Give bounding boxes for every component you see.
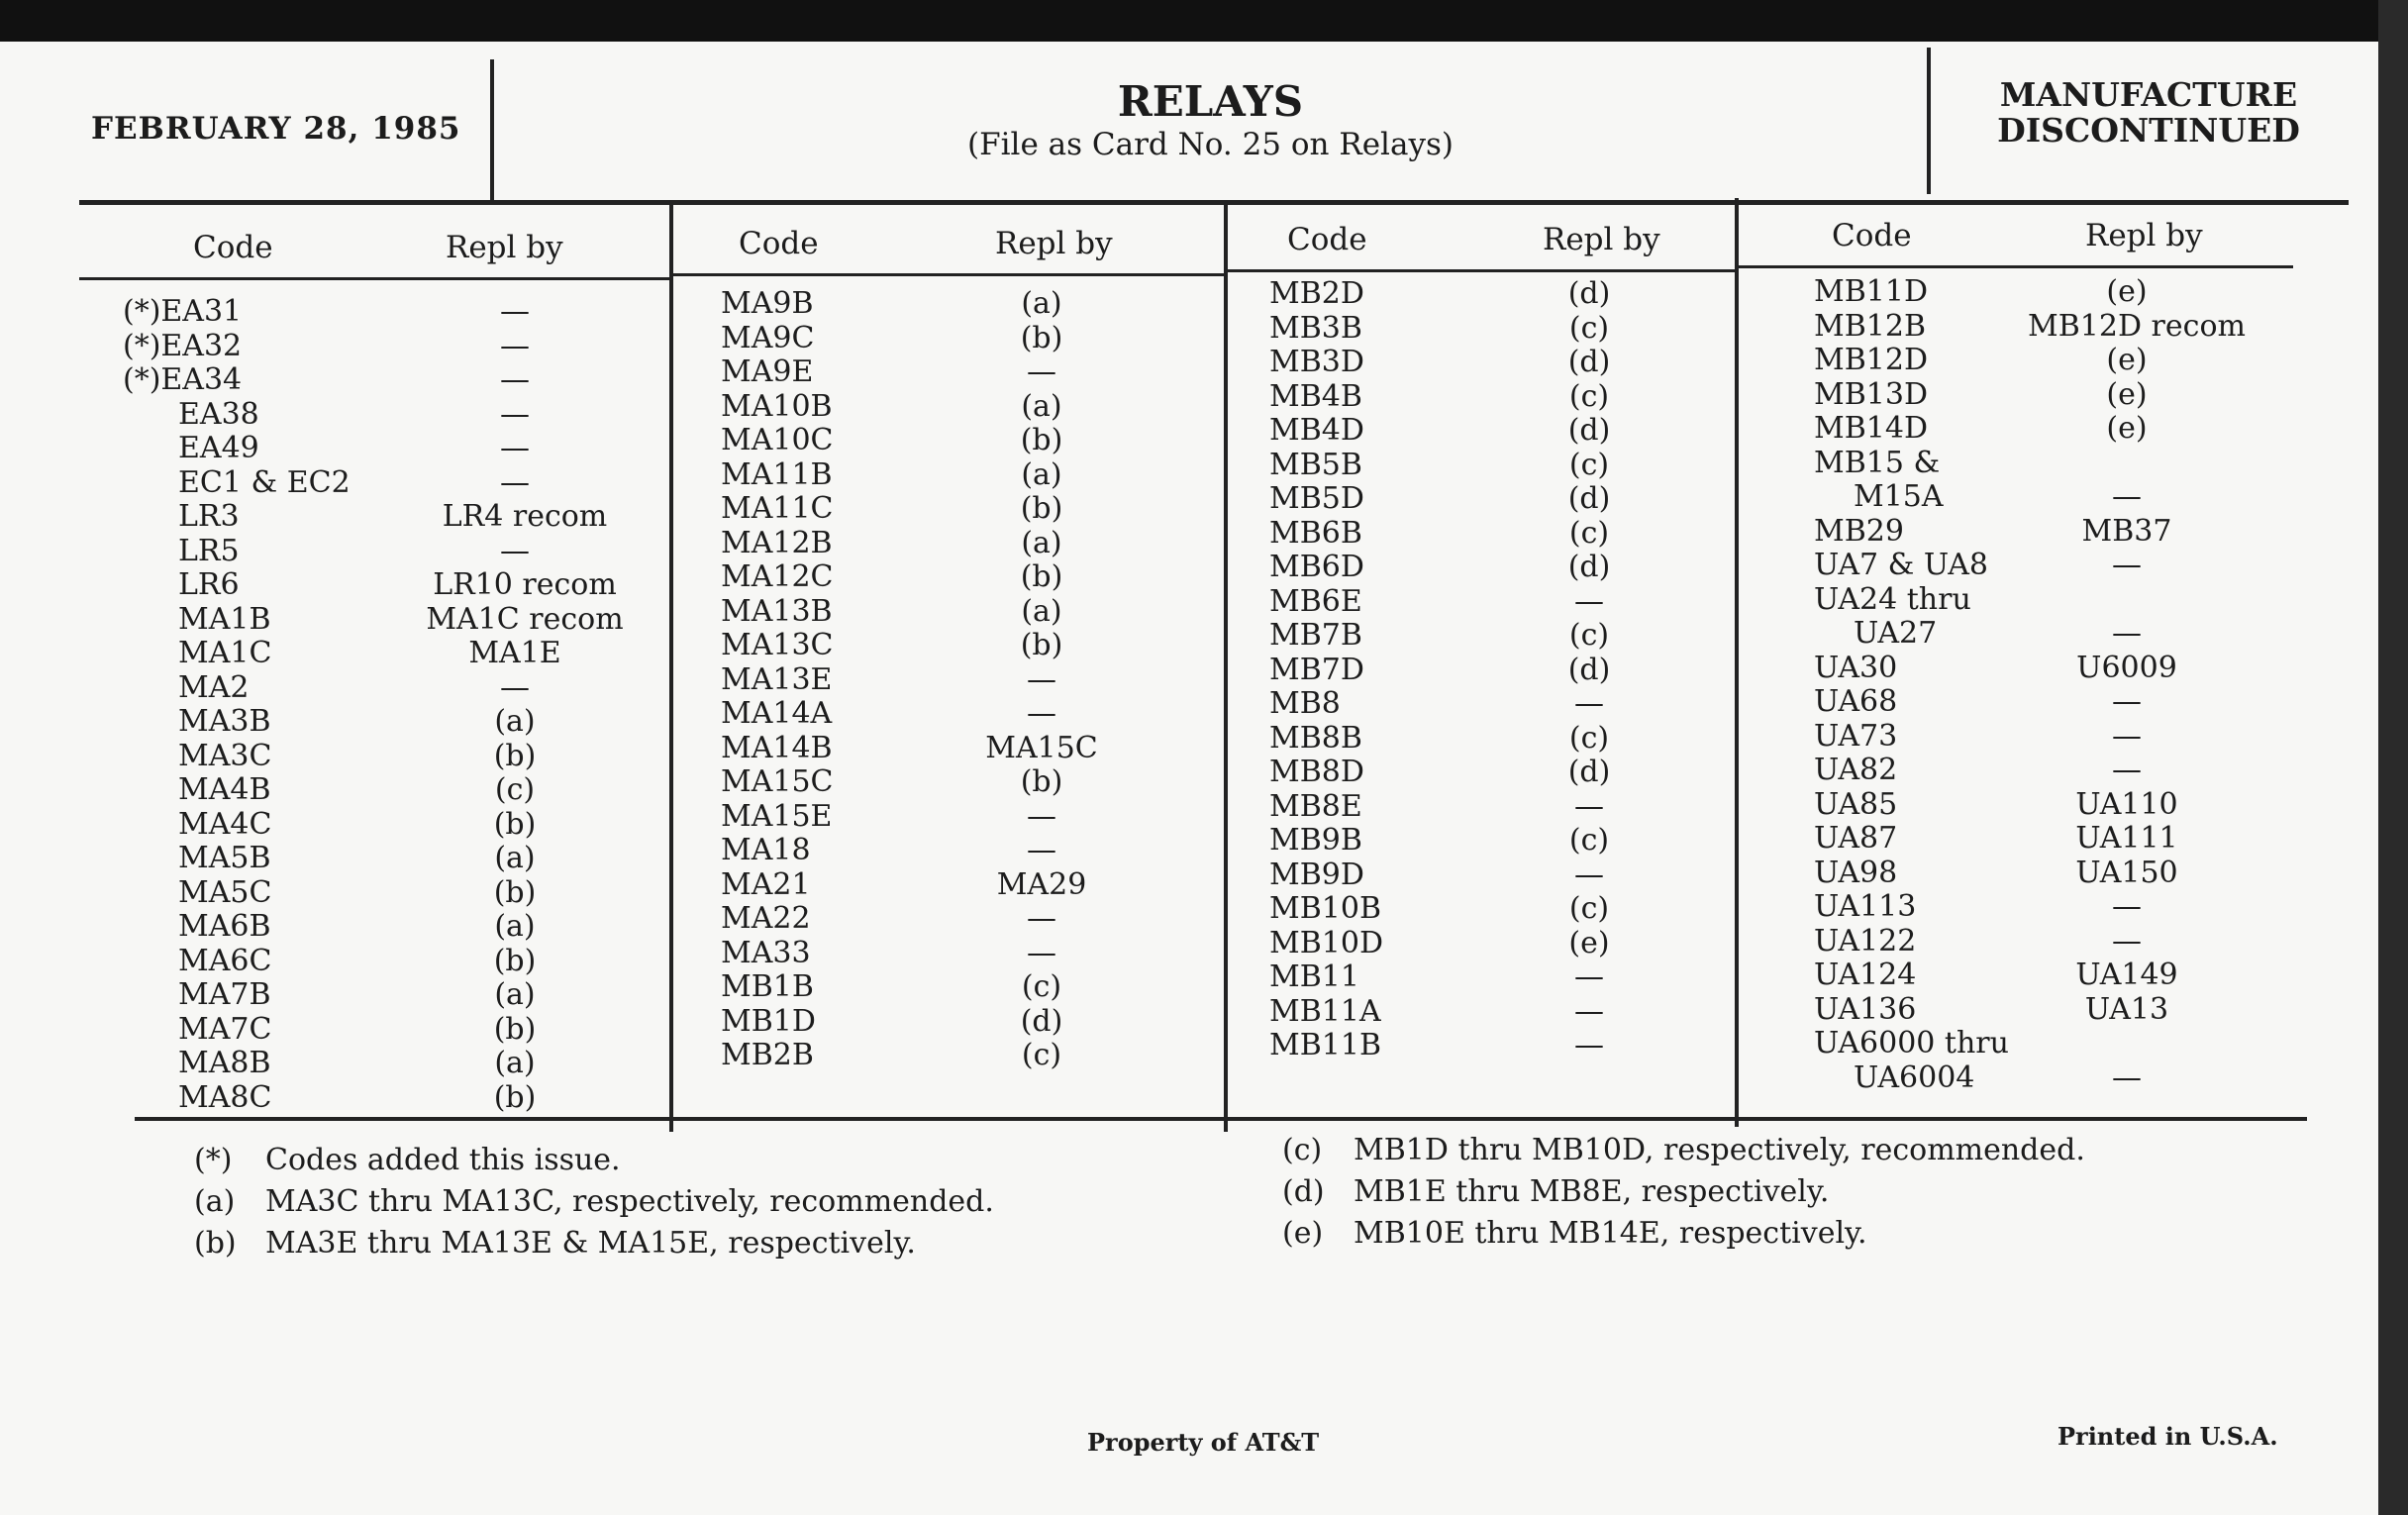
replacement: (a) xyxy=(494,977,536,1012)
relay-code: MB2D xyxy=(1269,276,1364,311)
column-header-repl-by: Repl by xyxy=(1543,222,1660,257)
footnote xyxy=(194,1143,621,1177)
replacement: (e) xyxy=(2106,411,2148,446)
replacement: (b) xyxy=(1020,423,1063,457)
column-header-code: Code xyxy=(193,230,273,265)
relay-code: MA5B xyxy=(178,841,271,875)
relay-code: MB11 xyxy=(1269,960,1359,994)
relay-code: MB6D xyxy=(1269,550,1364,584)
replacement: UA13 xyxy=(2084,991,2169,1027)
relay-code: MB7D xyxy=(1269,652,1364,687)
relay-code: MA4C xyxy=(178,806,272,842)
relay-code: LR5 xyxy=(178,533,240,568)
relay-code: MA15C xyxy=(721,764,834,799)
relay-code: MA8B xyxy=(178,1046,271,1080)
replacement: — xyxy=(1574,993,1604,1029)
relay-code: MB7B xyxy=(1269,618,1362,653)
relay-code: MA11B xyxy=(721,456,833,492)
replacement: (b) xyxy=(1020,559,1063,594)
relay-code: LR3 xyxy=(178,499,240,534)
relay-code: MB8E xyxy=(1269,788,1362,824)
footnote xyxy=(194,1226,916,1261)
relay-code: MA1B xyxy=(178,601,271,637)
footnote-key: (*) xyxy=(194,1143,233,1177)
relay-code: MB10B xyxy=(1269,891,1381,926)
relay-code: MA10B xyxy=(721,388,833,424)
replacement: (e) xyxy=(2106,274,2148,309)
replacement: (d) xyxy=(1567,755,1611,789)
replacement: (b) xyxy=(1020,764,1063,799)
column-header-repl-by: Repl by xyxy=(995,226,1113,261)
relay-code: MB3D xyxy=(1269,345,1364,379)
replacement: — xyxy=(500,328,530,363)
relay-code: UA24 thru xyxy=(1814,581,1971,617)
relay-code: UA6000 thru xyxy=(1814,1026,2009,1060)
relay-code: MA13E xyxy=(721,661,833,697)
replacement: — xyxy=(2112,479,2142,514)
footnote-text: MA3C thru MA13C, respectively, recommended. xyxy=(265,1184,994,1219)
replacement: — xyxy=(500,431,530,465)
relay-code: (*)EA31 xyxy=(123,294,243,329)
replacement: (a) xyxy=(1021,525,1062,560)
page-title: RELAYS xyxy=(1117,77,1304,126)
relay-code: MB8B xyxy=(1269,720,1362,756)
relay-code: MA33 xyxy=(721,935,811,970)
replacement: — xyxy=(500,294,530,329)
replacement: — xyxy=(2112,548,2142,582)
replacement: U6009 xyxy=(2076,650,2177,685)
replacement: — xyxy=(500,533,530,568)
relay-code: MB2B xyxy=(721,1038,814,1072)
relay-code: (*)EA32 xyxy=(123,328,243,363)
replacement: (b) xyxy=(493,943,537,978)
relay-code: UA124 xyxy=(1814,958,1917,992)
replacement: — xyxy=(1574,686,1604,721)
relay-code: MA21 xyxy=(721,866,811,902)
relay-code: UA113 xyxy=(1814,889,1917,924)
relay-code: MA3C xyxy=(178,738,272,773)
relay-code: MA6B xyxy=(178,909,271,944)
replacement: — xyxy=(1027,935,1056,970)
relay-code: MB10D xyxy=(1269,925,1383,960)
replacement: (c) xyxy=(1568,310,1610,346)
replacement: MB12D recom xyxy=(2028,308,2246,344)
footnote-key: (c) xyxy=(1282,1133,1323,1167)
column-divider xyxy=(1735,198,1739,1127)
replacement: (a) xyxy=(1021,593,1062,629)
footnote-key: (e) xyxy=(1282,1216,1324,1251)
column-header-code: Code xyxy=(1832,218,1912,253)
relay-code: (*)EA34 xyxy=(123,362,243,397)
relay-code: MB8D xyxy=(1269,755,1364,789)
relay-code: MB6B xyxy=(1269,515,1362,551)
relay-code: UA136 xyxy=(1814,991,1917,1027)
replacement: (d) xyxy=(1567,413,1611,448)
relay-code: MA6C xyxy=(178,943,272,978)
replacement: MA1C recom xyxy=(426,601,624,637)
replacement: — xyxy=(2112,923,2142,959)
relay-code: UA85 xyxy=(1814,786,1898,822)
replacement: (c) xyxy=(1021,969,1062,1004)
replacement: (e) xyxy=(2106,343,2148,377)
relay-code: MA14A xyxy=(721,696,833,731)
column-header-rule xyxy=(1228,269,1735,272)
replacement: (c) xyxy=(1568,447,1610,482)
relay-code: MA8C xyxy=(178,1079,272,1115)
column-header-code: Code xyxy=(1287,222,1367,257)
scan-border-right xyxy=(2378,0,2408,1515)
relay-code: MA12B xyxy=(721,525,833,560)
status-label xyxy=(1980,77,2317,149)
replacement: UA150 xyxy=(2075,855,2178,890)
replacement: — xyxy=(1574,788,1604,824)
replacement: MA15C xyxy=(985,730,1098,765)
replacement: (a) xyxy=(494,909,536,944)
footnote-text: MB10E thru MB14E, respectively. xyxy=(1354,1216,1867,1251)
replacement: (a) xyxy=(494,704,536,739)
footnote-text: MB1E thru MB8E, respectively. xyxy=(1354,1174,1830,1209)
relay-code: MB12B xyxy=(1814,308,1926,344)
issue-date: FEBRUARY 28, 1985 xyxy=(91,111,461,147)
relay-code: MA3B xyxy=(178,704,271,739)
relay-code: UA73 xyxy=(1814,718,1898,754)
relay-code: EA38 xyxy=(178,396,259,432)
relay-code: MA7C xyxy=(178,1011,272,1047)
footnote-key: (d) xyxy=(1282,1174,1325,1209)
replacement: (a) xyxy=(494,1046,536,1080)
replacement: — xyxy=(2112,753,2142,787)
footnote-key: (a) xyxy=(194,1184,236,1219)
replacement: LR4 recom xyxy=(442,499,608,534)
relay-code: MA11C xyxy=(721,491,834,526)
replacement: (d) xyxy=(1567,276,1611,311)
footnote xyxy=(194,1184,994,1219)
replacement: — xyxy=(1027,696,1056,731)
column-header-repl-by: Repl by xyxy=(2085,218,2203,253)
replacement: (d) xyxy=(1567,345,1611,379)
footnote-text: Codes added this issue. xyxy=(265,1143,621,1177)
relay-code: MA10C xyxy=(721,423,834,457)
column-header-rule xyxy=(1739,265,2293,268)
relay-code: MB11A xyxy=(1269,993,1381,1029)
relay-code: MB3B xyxy=(1269,310,1362,346)
relay-code: UA98 xyxy=(1814,855,1898,890)
replacement: — xyxy=(1027,833,1056,867)
relay-code: MB6E xyxy=(1269,583,1362,619)
replacement: UA110 xyxy=(2075,786,2178,822)
relay-code: LR6 xyxy=(178,567,240,602)
replacement: (b) xyxy=(493,738,537,773)
replacement: (b) xyxy=(1020,491,1063,526)
relay-code: MB9D xyxy=(1269,857,1364,892)
relay-code: MA9E xyxy=(721,354,814,389)
replacement: (c) xyxy=(1568,823,1610,858)
relay-code: UA82 xyxy=(1814,753,1898,787)
replacement: (e) xyxy=(2106,376,2148,412)
replacement: — xyxy=(2112,684,2142,719)
header-divider-left xyxy=(490,59,494,204)
relay-code: MB4B xyxy=(1269,378,1362,414)
column-header-rule xyxy=(673,273,1224,276)
replacement: (c) xyxy=(1568,515,1610,551)
replacement: (c) xyxy=(1568,378,1610,414)
relay-code: EC1 & EC2 xyxy=(178,464,351,500)
replacement: MB37 xyxy=(2081,513,2172,549)
footnote-text: MB1D thru MB10D, respectively, recommended. xyxy=(1354,1133,2085,1167)
relay-code: EA49 xyxy=(178,431,259,465)
replacement: (b) xyxy=(493,1011,537,1047)
relay-code: MA18 xyxy=(721,833,811,867)
relay-code: UA27 xyxy=(1854,616,1938,651)
relay-code: MB13D xyxy=(1814,376,1928,412)
replacement: — xyxy=(1027,798,1056,834)
relay-code: MB11D xyxy=(1814,274,1928,309)
footnote-key: (b) xyxy=(194,1226,237,1261)
replacement: (c) xyxy=(1568,720,1610,756)
replacement: (a) xyxy=(1021,286,1062,321)
column-header-repl-by: Repl by xyxy=(446,230,563,265)
replacement: — xyxy=(2112,1060,2142,1095)
scan-border-top xyxy=(0,0,2408,42)
replacement: (b) xyxy=(493,806,537,842)
replacement: — xyxy=(500,362,530,397)
replacement: LR10 recom xyxy=(433,567,617,602)
relay-code: MA1C xyxy=(178,636,272,670)
relay-code: MA22 xyxy=(721,901,811,936)
replacement: — xyxy=(1027,354,1056,389)
replacement: (b) xyxy=(493,874,537,910)
relay-code: UA6004 xyxy=(1854,1060,1975,1095)
relay-code: UA122 xyxy=(1814,923,1917,959)
replacement: — xyxy=(1574,857,1604,892)
replacement: (b) xyxy=(493,1079,537,1115)
replacement: — xyxy=(1027,661,1056,697)
replacement: (d) xyxy=(1567,652,1611,687)
replacement: (e) xyxy=(1568,925,1610,960)
relay-code: MB9B xyxy=(1269,823,1362,858)
footnote xyxy=(1282,1216,1867,1251)
table-bottom-rule xyxy=(135,1117,2307,1121)
replacement: — xyxy=(500,396,530,432)
property-notice: Property of AT&T xyxy=(1087,1428,1320,1457)
relay-code: MB5B xyxy=(1269,447,1362,482)
table-top-rule xyxy=(79,200,2349,205)
replacement: — xyxy=(1027,901,1056,936)
relay-code: MB11B xyxy=(1269,1028,1381,1062)
replacement: — xyxy=(1574,960,1604,994)
relay-code: MB5D xyxy=(1269,481,1364,516)
replacement: MA1E xyxy=(468,636,561,670)
relay-code: UA68 xyxy=(1814,684,1898,719)
replacement: (a) xyxy=(1021,388,1062,424)
relay-code: MA5C xyxy=(178,874,272,910)
replacement: (a) xyxy=(1021,456,1062,492)
footnote-text: MA3E thru MA13E & MA15E, respectively. xyxy=(265,1226,916,1261)
replacement: (d) xyxy=(1567,481,1611,516)
relay-code: M15A xyxy=(1854,479,1944,514)
column-divider xyxy=(669,203,673,1132)
footnote xyxy=(1282,1133,2085,1167)
replacement: (d) xyxy=(1567,550,1611,584)
replacement: UA149 xyxy=(2075,958,2178,992)
relay-code: MA15E xyxy=(721,798,833,834)
relay-code: MB15 & xyxy=(1814,445,1941,480)
replacement: (c) xyxy=(1021,1038,1062,1072)
relay-code: MA4B xyxy=(178,772,271,807)
replacement: MA29 xyxy=(996,866,1087,902)
replacement: — xyxy=(2112,616,2142,651)
relay-code: MB1D xyxy=(721,1003,816,1039)
replacement: — xyxy=(1574,583,1604,619)
replacement: — xyxy=(500,464,530,500)
replacement: — xyxy=(500,669,530,705)
relay-code: MA2 xyxy=(178,669,250,705)
printed-notice: Printed in U.S.A. xyxy=(2057,1422,2278,1451)
relay-code: MA14B xyxy=(721,730,833,765)
replacement: — xyxy=(1574,1028,1604,1062)
page-subtitle: (File as Card No. 25 on Relays) xyxy=(967,127,1454,162)
column-header-rule xyxy=(79,277,669,280)
status-line-2: DISCONTINUED xyxy=(1997,111,2300,150)
column-divider xyxy=(1224,203,1228,1132)
relay-code: UA87 xyxy=(1814,821,1898,856)
relay-code: MB12D xyxy=(1814,343,1928,377)
relay-code: MB14D xyxy=(1814,411,1928,446)
column-header-code: Code xyxy=(739,226,819,261)
replacement: (b) xyxy=(1020,320,1063,355)
status-line-1: MANUFACTURE xyxy=(1999,75,2298,114)
replacement: (a) xyxy=(494,841,536,875)
relay-code: MB4D xyxy=(1269,413,1364,448)
relay-code: UA30 xyxy=(1814,650,1898,685)
relay-code: MB1B xyxy=(721,969,814,1004)
relay-code: MA12C xyxy=(721,559,834,594)
replacement: (b) xyxy=(1020,628,1063,662)
replacement: (c) xyxy=(1568,618,1610,653)
footnote xyxy=(1282,1174,1829,1209)
replacement: (c) xyxy=(494,772,536,807)
header-divider-right xyxy=(1927,48,1931,194)
replacement: (c) xyxy=(1568,891,1610,926)
replacement: — xyxy=(2112,889,2142,924)
relay-code: MA9B xyxy=(721,286,814,321)
relay-code: MA13C xyxy=(721,628,834,662)
relay-code: MA13B xyxy=(721,593,833,629)
replacement: UA111 xyxy=(2075,821,2178,856)
replacement: — xyxy=(2112,718,2142,754)
replacement: (d) xyxy=(1020,1003,1063,1039)
relay-code: UA7 & UA8 xyxy=(1814,548,1989,582)
relay-code: MA9C xyxy=(721,320,815,355)
relay-code: MB8 xyxy=(1269,686,1341,721)
relay-code: MA7B xyxy=(178,977,271,1012)
relay-code: MB29 xyxy=(1814,513,1904,549)
